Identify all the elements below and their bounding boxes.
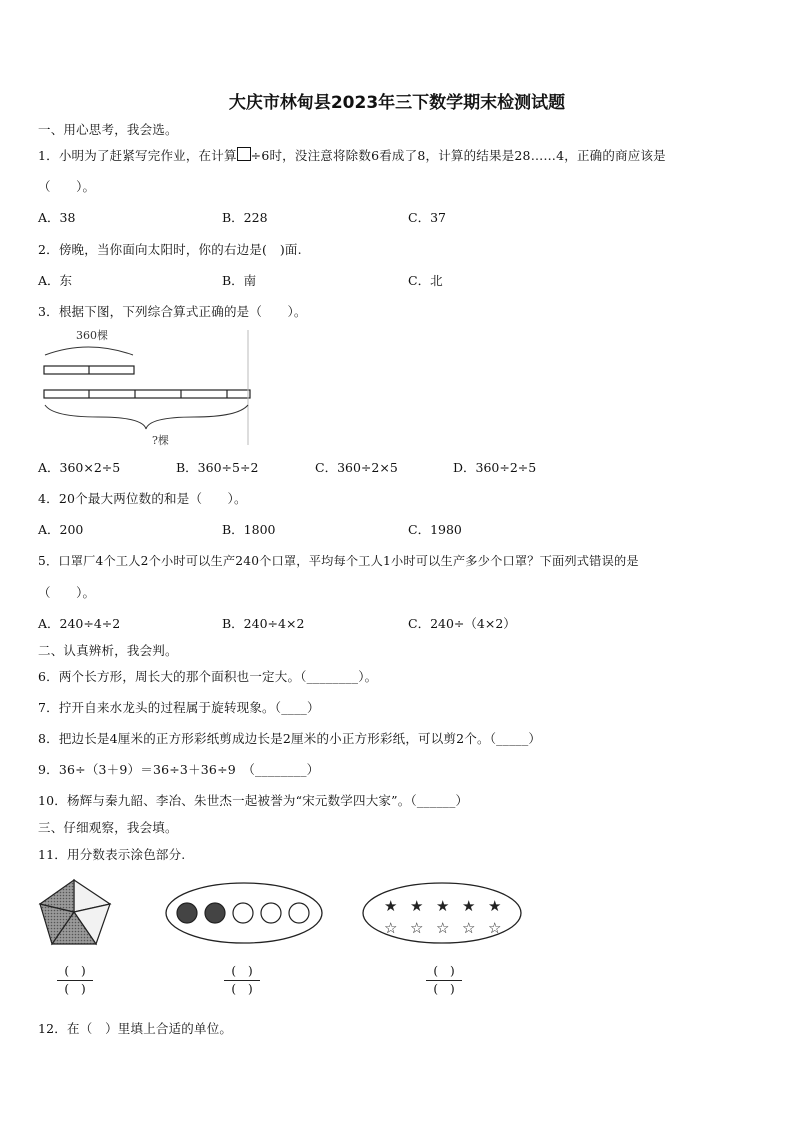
- stars-figure: [360, 880, 524, 946]
- fraction-numerator: ( ): [231, 964, 253, 978]
- question-3-option-b[interactable]: B．360÷5÷2: [176, 460, 259, 475]
- question-1-text-b: ÷6时，没注意将除数6看成了8，计算的结果是28……4，正确的商应该是: [250, 148, 666, 163]
- section-2-heading: 二、认真辨析，我会判。: [38, 643, 178, 658]
- fraction-numerator: ( ): [64, 964, 86, 978]
- question-2-option-c[interactable]: C．北: [408, 273, 443, 288]
- question-5-option-a[interactable]: A．240÷4÷2: [38, 616, 121, 631]
- question-3-option-c[interactable]: C．360÷2×5: [315, 460, 398, 475]
- empty-circle: [261, 903, 281, 923]
- question-4-option-c[interactable]: C．1980: [408, 522, 462, 537]
- empty-circle: [289, 903, 309, 923]
- question-11: 11．用分数表示涂色部分.: [38, 847, 186, 862]
- fraction-denominator: ( ): [64, 982, 86, 996]
- circles-figure: [163, 880, 325, 946]
- fraction-answer-3[interactable]: [424, 965, 464, 996]
- star-empty-icon: ☆: [462, 919, 476, 937]
- top-brace: [45, 347, 133, 355]
- blank-square-icon: [237, 147, 251, 161]
- star-empty-icon: ☆: [384, 919, 398, 937]
- question-5: 5．口罩厂4个工人2个小时可以生产240个口罩，平均每个工人1小时可以生产多少个口罩？下面列式错误的是: [38, 554, 639, 568]
- question-3-option-d[interactable]: D．360÷2÷5: [453, 460, 537, 475]
- pentagon-figure: [38, 876, 120, 948]
- fraction-numerator: ( ): [433, 964, 455, 978]
- fraction-denominator: ( ): [433, 982, 455, 996]
- fraction-denominator: ( ): [231, 982, 253, 996]
- question-9: 9．36÷（3＋9）＝36÷3＋36÷9 （________）: [38, 762, 320, 777]
- page-title: 大庆市林甸县2023年三下数学期末检测试题: [228, 93, 566, 113]
- question-1-option-c[interactable]: C．37: [408, 210, 446, 225]
- bottom-brace: [45, 405, 248, 429]
- section-1-heading: 一、用心思考，我会选。: [38, 122, 178, 137]
- question-2: 2．傍晚，当你面向太阳时，你的右边是( )面.: [38, 242, 302, 257]
- diagram-bottom-label: ?棵: [152, 434, 169, 447]
- question-5-option-c[interactable]: C．240÷（4×2）: [408, 616, 516, 631]
- question-3-option-a[interactable]: A．360×2÷5: [38, 460, 121, 475]
- star-empty-icon: ☆: [410, 919, 424, 937]
- question-5-answer-paren: （ ）。: [38, 585, 96, 600]
- question-1-answer-paren: （ ）。: [38, 179, 96, 194]
- filled-circle: [177, 903, 197, 923]
- star-filled-icon: ★: [384, 897, 398, 915]
- segment-diagram: [38, 325, 258, 450]
- diagram-top-label: 360棵: [76, 329, 108, 342]
- star-filled-icon: ★: [488, 897, 502, 915]
- filled-circle: [205, 903, 225, 923]
- question-1-text-a: 1．小明为了赶紧写完作业，在计算: [38, 148, 237, 163]
- star-filled-icon: ★: [436, 897, 450, 915]
- question-7: 7．拧开自来水龙头的过程属于旋转现象。（____）: [38, 700, 320, 715]
- question-6: 6．两个长方形，周长大的那个面积也一定大。（________）。: [38, 669, 378, 684]
- question-8: 8．把边长是4厘米的正方形彩纸剪成边长是2厘米的小正方形彩纸，可以剪2个。（_____）: [38, 731, 542, 746]
- star-filled-icon: ★: [462, 897, 476, 915]
- question-1-option-a[interactable]: A．38: [38, 210, 76, 225]
- question-2-option-a[interactable]: A．东: [38, 273, 73, 288]
- question-4: 4．20个最大两位数的和是（ ）。: [38, 491, 247, 506]
- question-10: 10．杨辉与秦九韶、李冶、朱世杰一起被誉为“宋元数学四大家”。（______）: [38, 793, 469, 808]
- section-3-heading: 三、仔细观察，我会填。: [38, 820, 178, 835]
- question-2-option-b[interactable]: B．南: [222, 273, 257, 288]
- question-1-option-b[interactable]: B．228: [222, 210, 268, 225]
- question-4-option-b[interactable]: B．1800: [222, 522, 276, 537]
- star-empty-icon: ☆: [436, 919, 450, 937]
- question-1: [38, 146, 666, 164]
- question-5-option-b[interactable]: B．240÷4×2: [222, 616, 305, 631]
- question-12: 12．在（ ）里填上合适的单位。: [38, 1021, 233, 1036]
- fraction-answer-2[interactable]: [222, 965, 262, 996]
- question-4-option-a[interactable]: A．200: [38, 522, 84, 537]
- empty-circle: [233, 903, 253, 923]
- star-empty-icon: ☆: [488, 919, 502, 937]
- bottom-bar: [44, 390, 250, 398]
- star-filled-icon: ★: [410, 897, 424, 915]
- fraction-answer-1[interactable]: [55, 965, 95, 996]
- question-3: 3．根据下图，下列综合算式正确的是（ ）。: [38, 304, 307, 319]
